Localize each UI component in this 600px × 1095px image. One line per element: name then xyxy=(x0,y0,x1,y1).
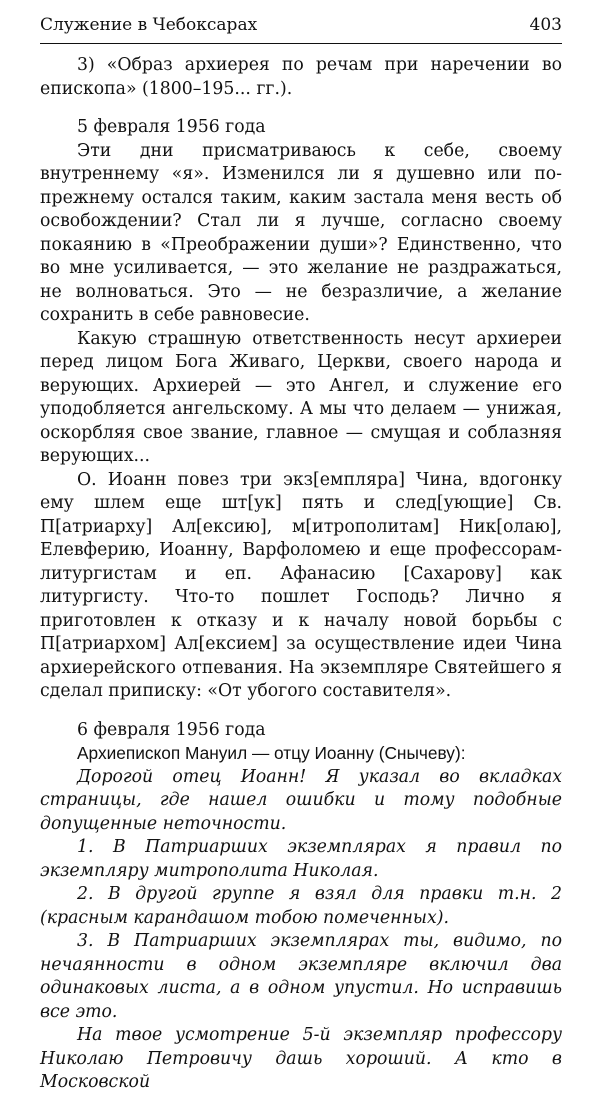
running-head xyxy=(40,14,562,36)
header-rule xyxy=(40,43,562,44)
letter-intro: Дорогой отец Иоанн! Я указал во вкладках страницы, где нашел ошибки и тому подобные допущенные неточности. xyxy=(40,766,562,834)
letter-item-3: 3. В Патриарших экземплярах ты, видимо, по нечаянности в одном экземпляре включил два одинаковых листа, а в одном упустил. Но исправишь все это. xyxy=(40,931,562,1022)
diary-paragraph-2: Какую страшную ответственность несут архиереи перед лицом Бога Живаго, Церкви, своего народа и верующих. Архиерей — это Ангел, и служение его уподобляется ангельскому. А мы что делаем — унижая, оскорбляя свое звание, главное — смущая и соблазняя верующих... xyxy=(40,328,562,466)
letter-closing: На твое усмотрение 5-й экземпляр профессору Николаю Петровичу дашь хороший. А кто в Московской xyxy=(40,1025,562,1092)
diary-date-2: 6 февраля 1956 года xyxy=(77,719,266,740)
diary-date-1: 5 февраля 1956 года xyxy=(77,117,266,137)
diary-paragraph-3: О. Иоанн повез три экз[емпляра] Чина, вдогонку ему шлем еще шт[ук] пять и след[ующие] Св. П[атриарху] Ал[ексию], м[итрополитам] Ник[олаю], Елевферию, Иоанну, Варфоломею и еще профессорам-литургистам и еп. Афанасию [Сахарову] как литургисту. Что-то пошлет Господь? Лично я приготовлен к отказу и к началу новой борьбы с П[атриархом] Ал[ексием] за осуществление идеи Чина архиерейского отпевания. На экземпляре Святейшего я сделал приписку: «От убогого составителя». xyxy=(40,469,562,701)
letter-heading: Архиепископ Мануил — отцу Иоанну (Снычеву): xyxy=(77,743,466,763)
page-number: 403 xyxy=(529,15,562,35)
page-body xyxy=(40,54,562,1095)
section-gap xyxy=(40,101,562,116)
diary-paragraph-1: Эти дни присматриваюсь к себе, своему внутреннему «я». Изменился ли я душевно или по-прежнему остался таким, каким застала меня весть об освобождении? Стал ли я лучше, согласно своему покаянию в «Преображении души»? Единственно, что во мне усиливается, — это желание не раздражаться, не волноваться. Это — не безразличие, а желание сохранить в себе равновесие. xyxy=(40,140,562,325)
running-title: Служение в Чебоксарах xyxy=(40,15,258,35)
list-item-3: 3) «Образ архиерея по речам при наречении во епископа» (1800–195... гг.). xyxy=(40,55,562,99)
letter-item-1: 1. В Патриарших экземплярах я правил по экземпляру митрополита Николая. xyxy=(40,837,562,881)
letter-item-2: 2. В другой группе я взял для правки т.н. 2 (красным карандашом тобою помеченных). xyxy=(40,884,562,928)
section-gap xyxy=(40,704,562,719)
